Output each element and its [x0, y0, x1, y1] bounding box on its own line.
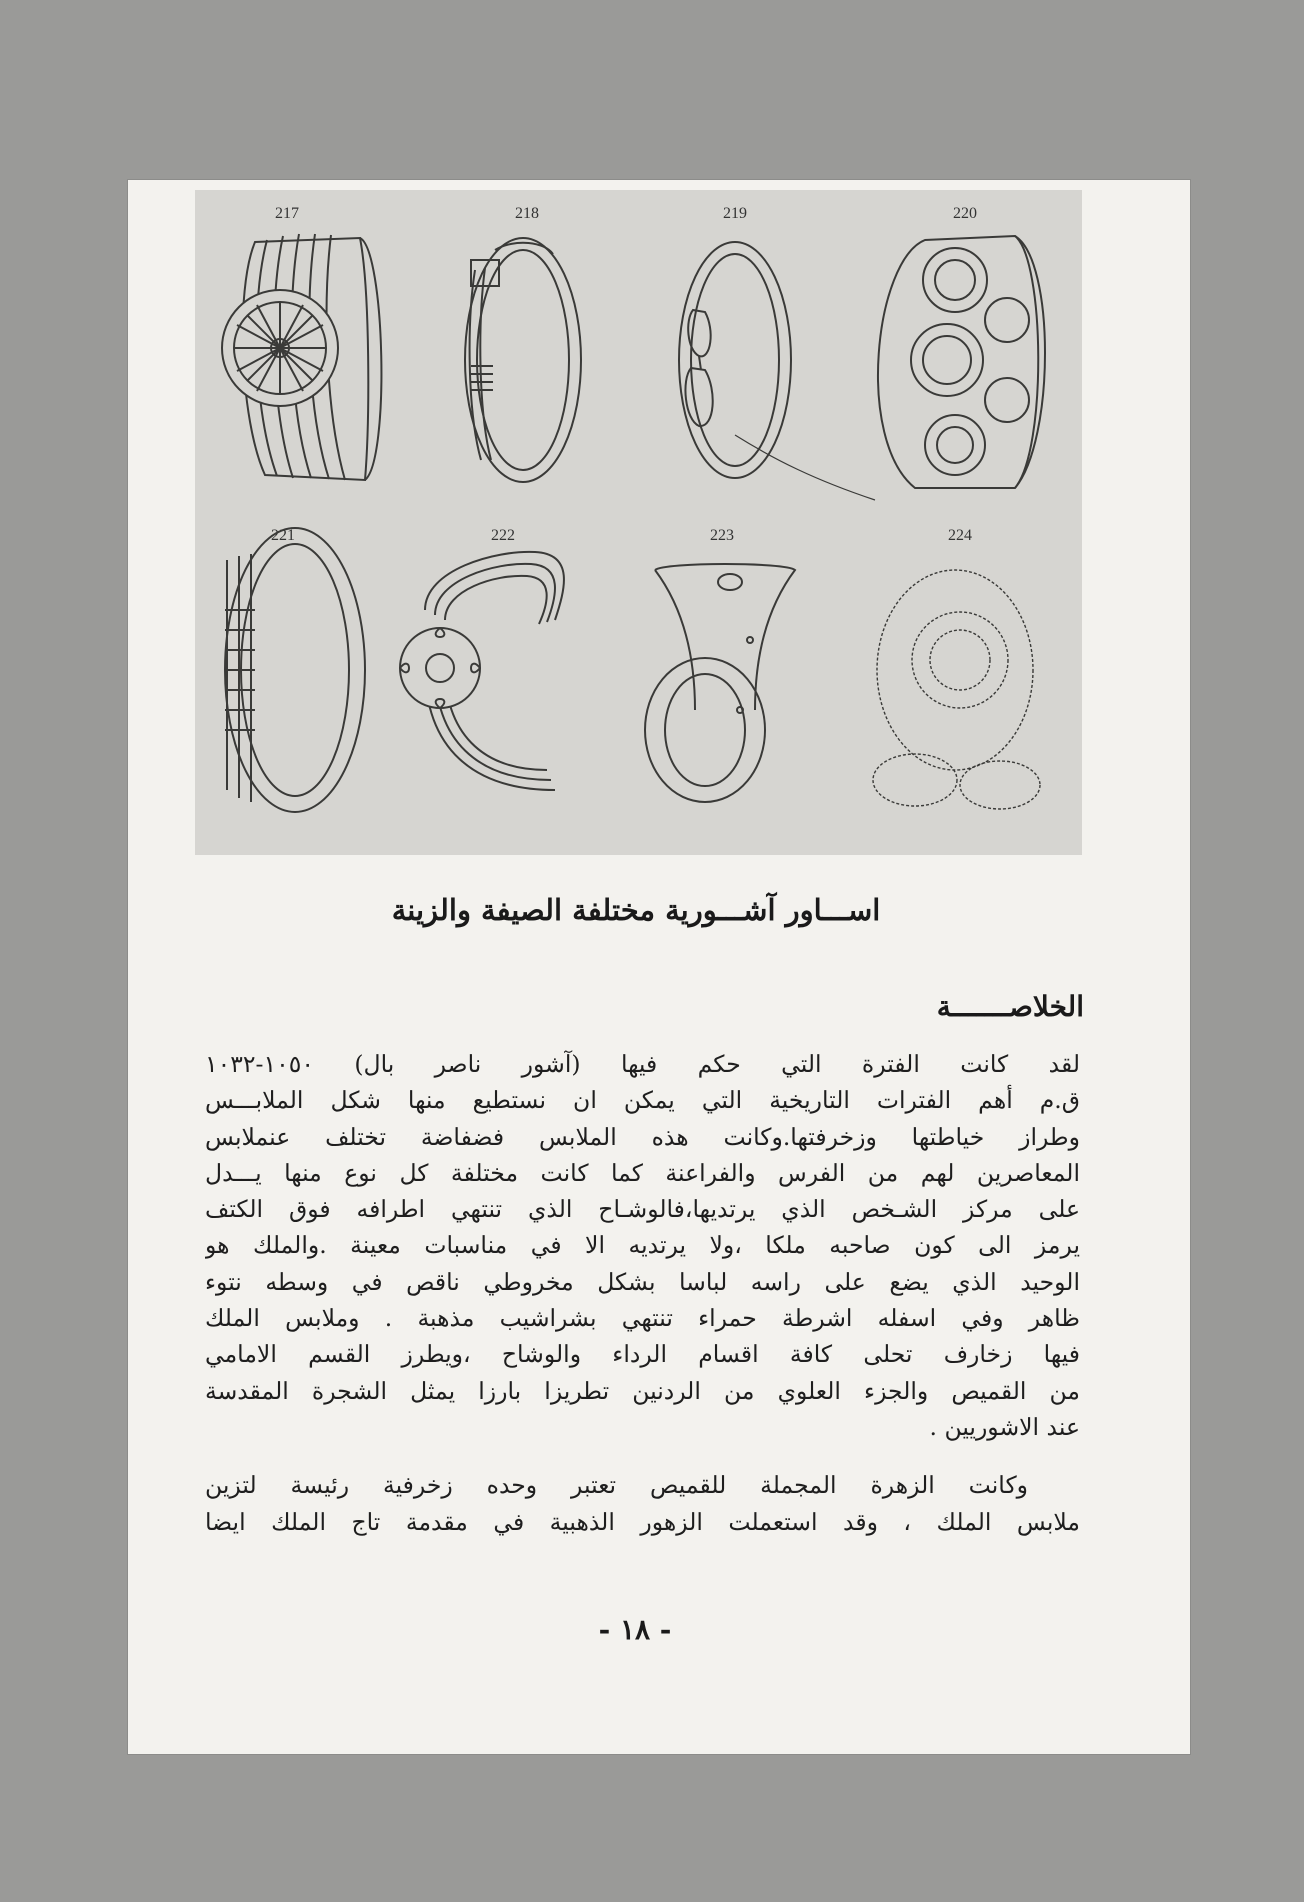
label-219: 219	[723, 205, 747, 222]
figure-caption: اســـاور آشـــورية مختلفة الصيفة والزينة	[391, 893, 881, 927]
bracelet-224	[873, 570, 1040, 809]
label-221: 221	[271, 527, 295, 544]
bracelet-219	[679, 242, 875, 500]
body-line: على مركز الشـخص الذي يرتديها،فالوشـاح الذي تنتهي اطرافه فوق الكتف	[205, 1195, 1080, 1224]
label-222: 222	[491, 527, 515, 544]
bracelet-223	[645, 564, 795, 802]
body-line: المعاصرين لهم من الفرس والفراعنة كما كانت مختلفة كل نوع منها يـــدل	[205, 1158, 1080, 1187]
body-line: ق.م أهم الفترات التاريخية التي يمكن ان نستطيع منها شكل الملابـــس	[205, 1086, 1080, 1115]
body-text	[205, 1046, 1080, 1540]
bracelet-217	[222, 234, 381, 480]
section-heading: الخلاصـــــــة	[936, 990, 1084, 1023]
bracelet-drawings	[195, 190, 1082, 855]
body-line: ظاهر وفي اسفله اشرطة حمراء تنتهي بشراشيب مذهبة . وملابس الملك	[205, 1304, 1080, 1333]
body-line: وكانت الزهرة المجملة للقميص تعتبر وحده زخرفية رئيسة لتزين	[205, 1471, 1028, 1500]
label-224: 224	[948, 527, 972, 544]
bracelet-220	[878, 236, 1045, 488]
page-number: - ١٨ -	[598, 1613, 672, 1646]
label-218: 218	[515, 205, 539, 222]
label-220: 220	[953, 205, 977, 222]
label-217: 217	[275, 205, 299, 222]
body-line: لقد كانت الفترة التي حكم فيها (آشور ناصر بال) ١٠٥٠-١٠٣٢	[205, 1050, 1080, 1078]
label-223: 223	[710, 527, 734, 544]
body-line: من القميص والجزء العلوي من الردنين تطريزا بارزا يمثل الشجرة المقدسة	[205, 1376, 1080, 1405]
body-line: فيها زخارف تحلى كافة اقسام الرداء والوشاح ،ويطرز القسم الامامي	[205, 1340, 1080, 1369]
body-line: الوحيد الذي يضع على راسه لباسا بشكل مخروطي ناقص في وسطه نتوء	[205, 1267, 1080, 1296]
body-line: عند الاشوريين .	[929, 1412, 1080, 1441]
bracelet-plate	[195, 190, 1082, 855]
body-line: ملابس الملك ، وقد استعملت الزهور الذهبية في مقدمة تاج الملك ايضا	[205, 1507, 1080, 1536]
body-line: وطراز خياطتها وزخرفتها.وكانت هذه الملابس فضفاضة تختلف عنملابس	[205, 1122, 1080, 1151]
bracelet-221	[225, 528, 365, 812]
bracelet-218	[465, 238, 581, 482]
body-line: يرمز الى كون صاحبه ملكا ،ولا يرتديه الا في مناسبات معينة .والملك هو	[205, 1231, 1080, 1260]
bracelet-222	[400, 552, 564, 790]
